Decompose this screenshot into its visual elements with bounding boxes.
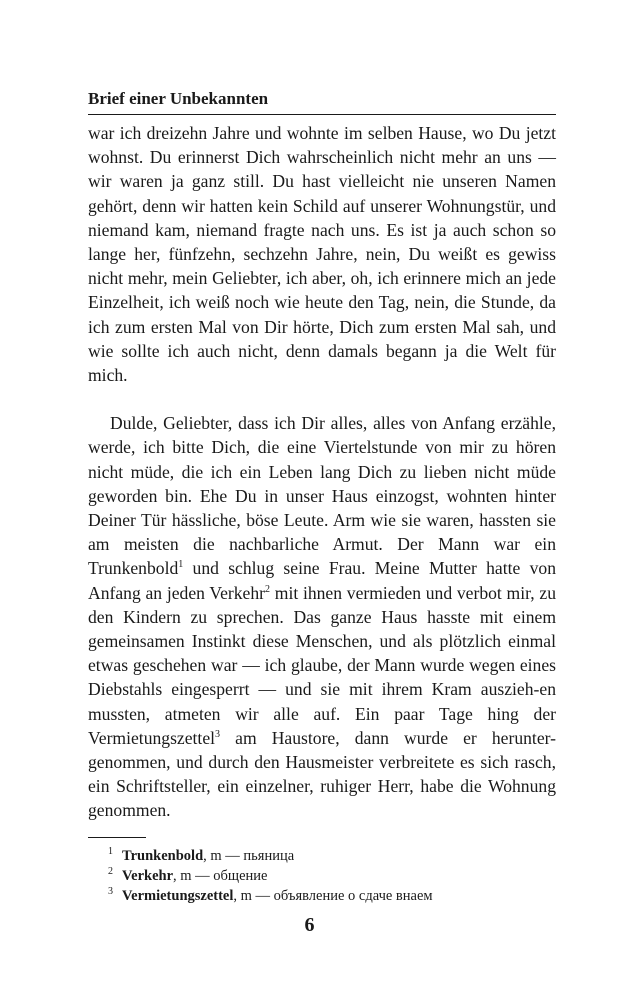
- footnote-ref-1: 1: [178, 559, 184, 571]
- footnote-1: 1 Trunkenbold, m — пьяница: [108, 845, 295, 864]
- footnote-term: Trunkenbold: [122, 847, 204, 864]
- footnote-ref-2: 2: [265, 583, 271, 595]
- paragraph-2-part-2: und schlug seine Frau. Meine Mutter hatte von Anfang an jeden Verkehr: [88, 558, 556, 603]
- book-page: [88, 88, 556, 906]
- footnote-definition: , m — пьяница: [203, 847, 295, 864]
- paragraph-2-part-1: Dulde, Geliebter, dass ich Dir alles, alles von Anfang erzähle, werde, ich bitte Dich, die eine Viertelstunde von mir zu hören nicht müde, die ich ein Leben lang Dich zu lieben nicht müde geworden bin. Ehe Du in unser Haus einzogst, wohnten hinter Deiner Tür hässliche, böse Leute. Arm wie sie waren, hassten sie am meisten die nachbarliche Armut. Der Mann war ein Trunkenbold: [88, 413, 556, 579]
- paragraph-2-part-3: mit ihnen vermieden und verbot mir, zu den Kindern zu sprechen. Das ganze Haus hasste mit einem gemeinsamen Instinkt diese Menschen, und als plötzlich einmal etwas geschehen war — ich glaube, der Mann wurde wegen eines Diebstahls eingesperrt — und sie mit ihrem Kram auszieh-en mussten, atmeten wir alle auf. Ein paar Tage hing der Vermietungszettel: [88, 582, 557, 748]
- running-header-title: Brief einer Unbekannten: [88, 89, 269, 108]
- footnote-term: Vermietungszettel: [122, 887, 234, 904]
- paragraph-1: war ich dreizehn Jahre und wohnte im selben Hause, wo Du jetzt wohnst. Du erinnerst Dich wahrscheinlich nicht mehr an uns — wir waren ja ganz still. Du hast vielleicht nie unseren Namen gehört, denn wir hatten kein Schild auf unserer Wohnungstür, und niemand kam, niemand fragte nach uns. Es ist ja auch schon so lange her, fünfzehn, sechzehn Jahre, nein, Du weißt es gewiss nicht mehr, mein Geliebter, ich aber, oh, ich erinnere mich an jede Einzelheit, ich weiß noch wie heute den Tag, nein, die Stunde, da ich zum ersten Mal von Dir hörte, Dich zum ersten Mal sah, und wie sollte ich auch nicht, denn damals begann ja die Welt für mich.: [88, 123, 556, 386]
- footnote-definition: , m — общение: [173, 867, 268, 884]
- footnote-2: 2 Verkehr, m — общение: [108, 865, 268, 884]
- header-rule: [88, 114, 556, 115]
- body-text: [88, 121, 556, 823]
- footnotes: [88, 846, 556, 906]
- footnote-term: Verkehr: [122, 867, 174, 884]
- footnote-3: 3 Vermietungszettel, m — объявление о сдаче внаем: [108, 885, 433, 904]
- footnote-ref-3: 3: [215, 729, 221, 741]
- page-number: 6: [304, 914, 315, 936]
- paragraph-2: [88, 411, 556, 822]
- footnote-definition: , m — объявление о сдаче внаем: [233, 887, 433, 904]
- footnote-rule: [88, 837, 146, 838]
- paragraph-2-part-4: am Haustore, dann wurde er herunter-genommen, und durch den Hausmeister verbreitete es sich rasch, ein Schriftsteller, ein einzelner, ruhiger Herr, habe die Wohnung genommen.: [88, 727, 556, 821]
